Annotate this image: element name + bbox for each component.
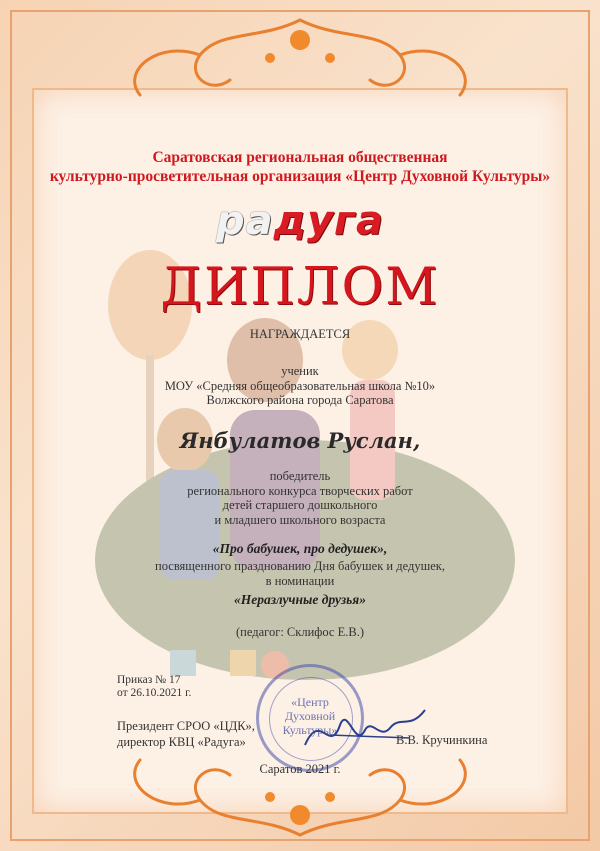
order-info — [117, 674, 191, 700]
handwritten-signature — [300, 700, 430, 760]
dedication-text: посвященного празднованию Дня бабушек и дедушек, — [155, 559, 445, 573]
organization-name — [0, 148, 600, 186]
contest-name: «Про бабушек, про дедушек», — [212, 541, 388, 556]
awarded-heading: НАГРАЖДАЕТСЯ — [249, 327, 351, 341]
stamp-line-1: «Центр — [291, 695, 329, 709]
signature-block — [117, 718, 255, 750]
logo-prefix: ра — [216, 198, 274, 244]
order-number: Приказ № 17 — [117, 674, 181, 686]
signer-name: В.В. Кручинкина — [396, 733, 488, 747]
diploma-title: ДИПЛОМ — [160, 258, 440, 317]
stamp-line-3: Культуры» — [282, 723, 338, 737]
signature-position-2: директор КВЦ «Радуга» — [117, 735, 246, 749]
award-status: победитель — [269, 469, 331, 483]
logo-suffix: дуга — [273, 198, 384, 244]
nomination-name: «Неразлучные друзья» — [234, 592, 366, 607]
signature-position-1: Президент СРОО «ЦДК», — [117, 719, 255, 733]
award-block — [0, 469, 600, 527]
contest-line-2: детей старшего дошкольного — [222, 498, 378, 512]
recipient-district: Волжского района города Саратова — [206, 393, 394, 407]
stamp-line-2: Духовной — [284, 709, 336, 723]
contest-line-3: и младшего школьного возраста — [214, 512, 386, 527]
recipient-name: Янбулатов Руслан, — [179, 428, 421, 453]
nomination-label: в номинации — [265, 573, 335, 588]
raduga-logo — [0, 198, 600, 244]
organization-line-1: Саратовская региональная общественная — [152, 149, 448, 166]
teacher-line: (педагог: Склифос Е.В.) — [236, 625, 364, 639]
organization-line-2: культурно-просветительная организация «Центр Духовной Культуры» — [49, 168, 551, 185]
city-year: Саратов 2021 г. — [259, 762, 341, 776]
contest-line-1: регионального конкурса творческих работ — [187, 483, 413, 498]
dedication-block — [0, 559, 600, 588]
recipient-block — [0, 364, 600, 408]
order-date: от 26.10.2021 г. — [117, 687, 192, 699]
recipient-role: ученик — [281, 364, 319, 378]
recipient-school: МОУ «Средняя общеобразовательная школа №10» — [164, 378, 436, 393]
